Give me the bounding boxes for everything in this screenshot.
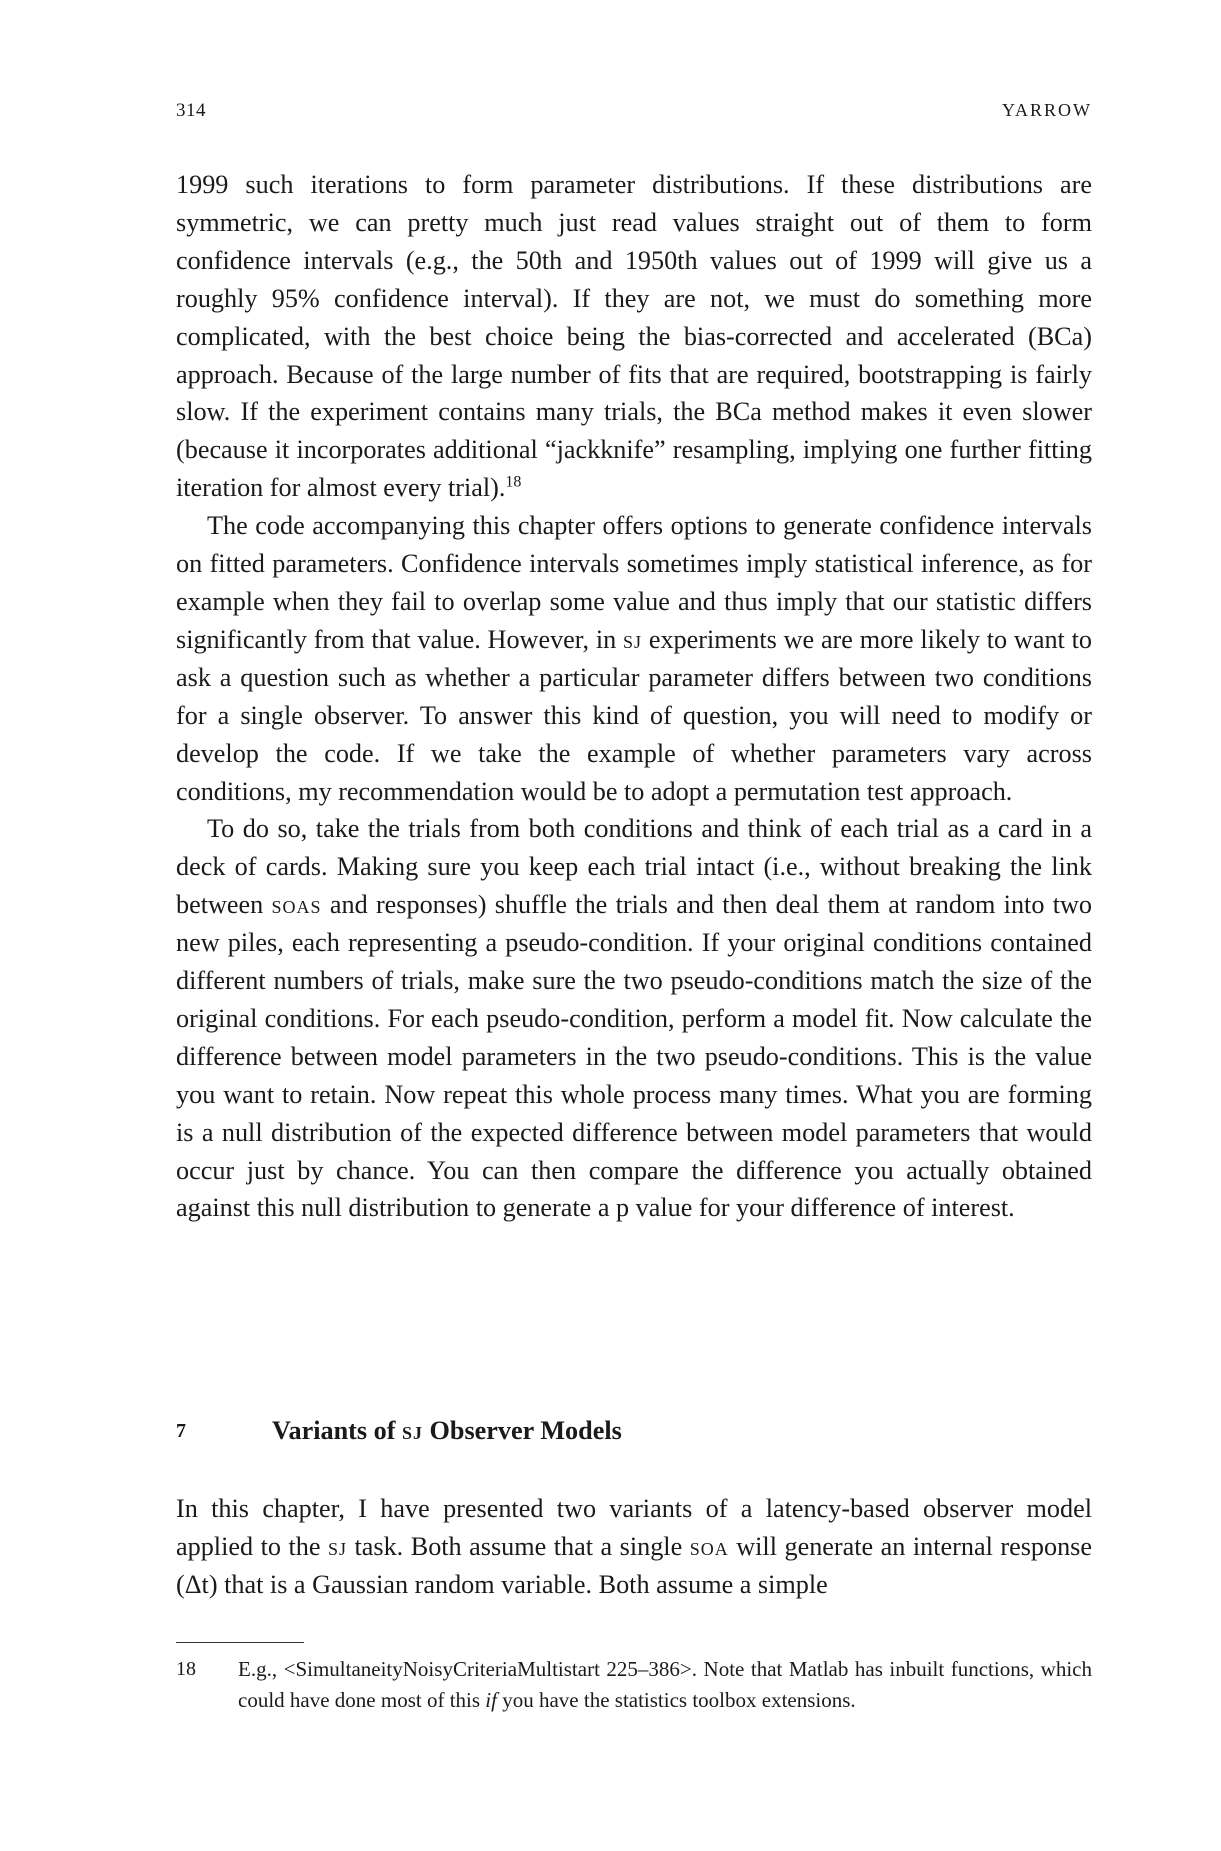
paragraph-1 xyxy=(176,166,1092,507)
section-title-text-2: Observer Models xyxy=(423,1416,622,1445)
section-paragraph-text-1: In this chapter, I have presented two variants of a latency-based observer model applied to the xyxy=(176,1494,1092,1561)
section-paragraph xyxy=(176,1490,1092,1604)
section-title-text-1: Variants of xyxy=(272,1416,402,1445)
page-number: 314 xyxy=(176,100,206,121)
running-head xyxy=(176,100,1092,130)
paragraph-2 xyxy=(176,507,1092,810)
footnote-italic-if: if xyxy=(485,1688,497,1712)
section-title-abbreviation-sj: sj xyxy=(401,1416,423,1445)
paragraph-3-text-1: To do so, take the trials from both conditions and think of each trial as a card in a deck of cards. Making sure you keep each trial intact (i.e., without breaking the link between xyxy=(176,814,1092,920)
running-head-author: YARROW xyxy=(1001,100,1092,120)
paragraph-3-text-2: and responses) shuffle the trials and then deal them at random into two new piles, each representing a pseudo-condition. If your original conditions contained different numbers of trials, make sure the two pseudo-conditions match the size of the original conditions. For each pseudo-condition, perform a model fit. Now calculate the difference between model parameters in the two pseudo-conditions. This is the value you want to retain. Now repeat this whole process many times. What you are forming is a null distribution of the expected difference between model parameters that would occur just by chance. You can then compare the difference you actually obtained against this null distribution to generate a p value for your difference of interest. xyxy=(176,890,1092,1223)
paragraph-2-text-1: The code accompanying this chapter offers options to generate confidence intervals on fitted parameters. Confidence intervals sometimes imply statistical inference, as for example when they fail to overlap some value and thus imply that our statistic differs significantly from that value. However, in xyxy=(176,511,1092,654)
section-abbreviation-soa: soa xyxy=(689,1531,729,1561)
abbreviation-soas: soas xyxy=(271,890,322,920)
body-text xyxy=(176,166,1092,1227)
section-abbreviation-sj: sj xyxy=(327,1531,347,1561)
footnote-text-1: E.g., <SimultaneityNoisyCriteriaMultistart 225–386>. Note that Matlab has inbuilt functions, which could have done most of this xyxy=(238,1657,1092,1712)
abbreviation-sj: sj xyxy=(623,624,643,654)
section-number: 7 xyxy=(176,1420,186,1442)
paragraph-3 xyxy=(176,810,1092,1227)
footnote-text-2: you have the statistics toolbox extensions. xyxy=(496,1688,856,1712)
paragraph-1-text: 1999 such iterations to form parameter distributions. If these distributions are symmetric, we can pretty much just read values straight out of them to form confidence intervals (e.g., the 50th and 1950th values out of 1999 will give us a roughly 95% confidence interval). If they are not, we must do something more complicated, with the best choice being the bias-corrected and accelerated (BCa) approach. Because of the large number of fits that are required, bootstrapping is fairly slow. If the experiment contains many trials, the BCa method makes it even slower (because it incorporates additional “jackknife” resampling, implying one further fitting iteration for almost every trial). xyxy=(176,170,1092,503)
section-paragraph-text-3: will generate an internal response (Δt) that is a Gaussian random variable. Both assume a simple xyxy=(176,1531,1093,1599)
section-body xyxy=(176,1490,1092,1604)
footnote-number: 18 xyxy=(176,1658,196,1680)
footnote-text xyxy=(238,1654,1092,1716)
footnote-rule xyxy=(176,1642,304,1643)
paragraph-2-text-2: experiments we are more likely to want to ask a question such as whether a particular parameter differs between two conditions for a single observer. To answer this kind of question, you will need to modify or develop the code. If we take the example of whether parameters vary across conditions, my recommendation would be to adopt a permutation test approach. xyxy=(176,624,1093,806)
section-title xyxy=(272,1413,622,1449)
footnote-reference-18[interactable]: 18 xyxy=(505,473,522,491)
section-paragraph-text-2: task. Both assume that a single xyxy=(346,1531,690,1561)
